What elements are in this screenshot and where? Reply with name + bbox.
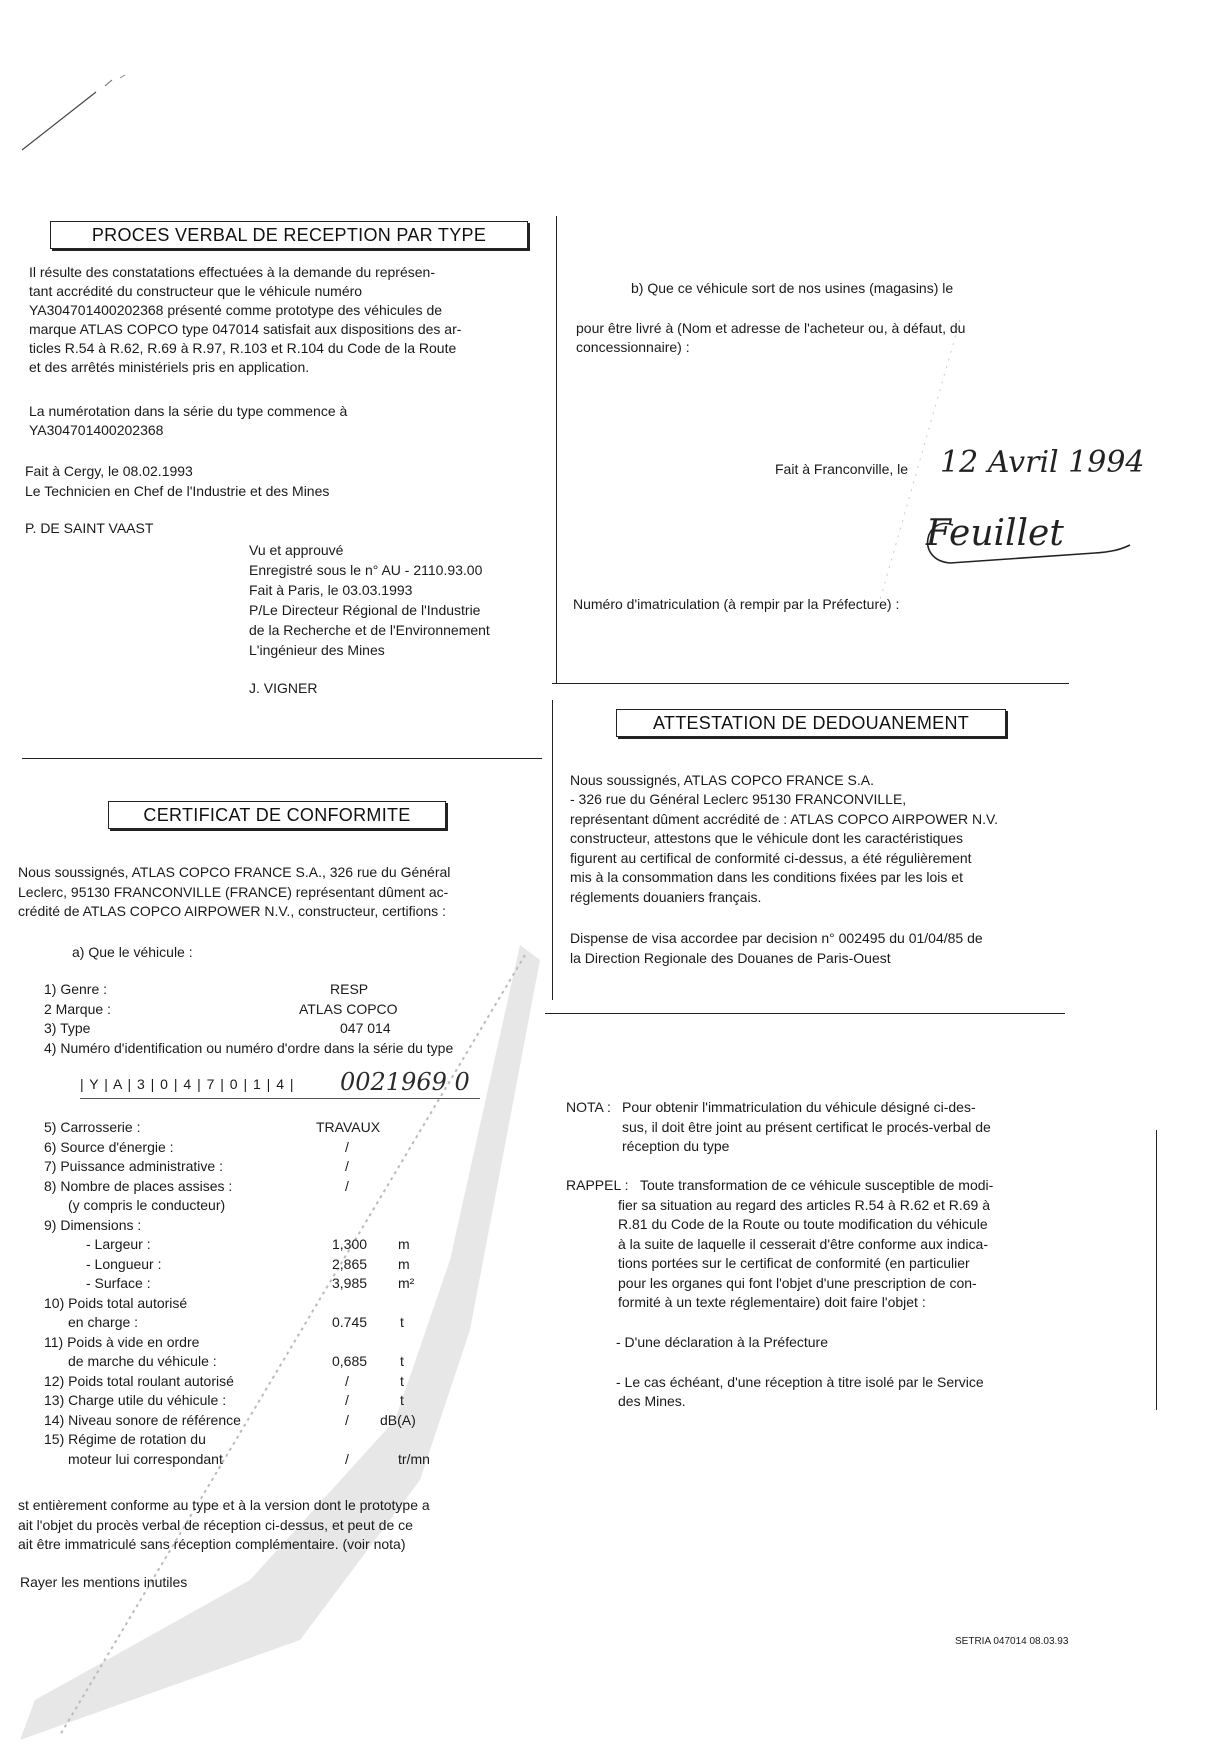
pv-line: ticles R.54 à R.62, R.69 à R.97, R.103 et R.104 du Code de la Route: [29, 340, 457, 356]
cc-row-value: 047 014: [340, 1020, 391, 1036]
att-dispense: la Direction Regionale des Douanes de Paris-Ouest: [570, 950, 891, 966]
cc-row-label: 14) Niveau sonore de référence: [44, 1411, 241, 1428]
cc-row-label: (y compris le conducteur): [68, 1197, 226, 1213]
right-section-rule-2: [545, 1013, 1065, 1014]
cc-row-label: de marche du véhicule :: [68, 1353, 217, 1369]
cc-row: [86, 1234, 546, 1254]
fait-date-handwritten: 12 Avril 1994: [940, 445, 1145, 480]
footer-reference: SETRIA 047014 08.03.93: [955, 1636, 1069, 1647]
pv-numerotation: La numérotation dans la série du type commence à: [29, 403, 348, 419]
cc-row: [68, 1195, 528, 1215]
cc-row-value: /: [345, 1177, 349, 1194]
signature-flourish: [905, 505, 1135, 575]
approuve-line: Vu et approuvé: [249, 542, 344, 558]
cc-row-label: 2 Marque :: [44, 1001, 111, 1017]
pv-title: PROCES VERBAL DE RECEPTION PAR TYPE: [50, 221, 528, 249]
cc-row-value: ATLAS COPCO: [299, 1001, 398, 1017]
cc-closing-line: ait être immatriculé sans réception complémentaire. (voir nota): [18, 1536, 406, 1552]
cc-row: [44, 979, 504, 999]
cc-row-value: 1,300: [332, 1236, 368, 1252]
approuve-line: de la Recherche et de l'Environnement: [249, 622, 490, 638]
right-edge-line: [1156, 1130, 1157, 1410]
cc-row-value: 3,985: [332, 1275, 368, 1291]
cc-row-label: 8) Nombre de places assises :: [44, 1177, 233, 1194]
cc-intro-line: Nous soussignés, ATLAS COPCO FRANCE S.A., 326 rue du Général: [18, 864, 451, 880]
cc-row-unit: m²: [398, 1275, 415, 1291]
center-divider-top: [556, 216, 557, 684]
nota-line: Pour obtenir l'immatriculation du véhicule désigné ci-des-: [622, 1099, 976, 1115]
cc-row: [44, 1371, 504, 1391]
cc-row-label: 7) Puissance administrative :: [44, 1158, 223, 1174]
approuve-line: Enregistré sous le n° AU - 2110.93.00: [249, 562, 483, 578]
rappel-line: Toute transformation de ce véhicule susceptible de modi-: [640, 1177, 994, 1193]
att-line: représentant dûment accrédité de : ATLAS COPCO AIRPOWER N.V.: [570, 811, 998, 827]
att-line: Nous soussignés, ATLAS COPCO FRANCE S.A.: [570, 772, 874, 788]
pv-line: tant accrédité du constructeur que le véhicule numéro: [29, 283, 363, 299]
cc-row-label: 10) Poids total autorisé: [44, 1294, 188, 1311]
rappel-line: formité à un texte réglementaire) doit faire l'objet :: [618, 1294, 926, 1310]
cc-row-value: 0,685: [332, 1353, 368, 1369]
att-line: figurent au certifical de conformité ci-dessus, a été régulièrement: [570, 850, 972, 866]
cc-row: [68, 1312, 528, 1332]
cc-intro-line: crédité de ATLAS COPCO AIRPOWER N.V., constructeur, certifions :: [18, 903, 446, 919]
cc-row: [86, 1254, 546, 1274]
att-line: constructeur, attestons que le véhicule dont les caractéristiques: [570, 830, 963, 846]
cc-row-label: 5) Carrosserie :: [44, 1119, 141, 1135]
cc-rayer: Rayer les mentions inutiles: [20, 1574, 188, 1590]
cc-row-unit: tr/mn: [398, 1450, 430, 1467]
cc-row-unit: t: [400, 1353, 404, 1369]
cc-intro-line: Leclerc, 95130 FRANCONVILLE (FRANCE) représentant dûment ac-: [18, 884, 449, 900]
pv-line: marque ATLAS COPCO type 047014 satisfait aux dispositions des ar-: [29, 321, 462, 337]
nota-label: NOTA :: [566, 1099, 611, 1115]
cc-row-unit: m: [398, 1236, 410, 1252]
cc-row-label: 13) Charge utile du véhicule :: [44, 1392, 227, 1408]
cc-row-label: 9) Dimensions :: [44, 1216, 142, 1233]
cc-row-label: - Surface :: [86, 1275, 151, 1291]
att-line: mis à la consommation dans les conditions fixées par les lois et: [570, 869, 963, 885]
cc-row-value: /: [345, 1158, 349, 1174]
rappel-line: tions portées sur le certificat de conformité (en particulier: [618, 1255, 970, 1271]
signature-handwritten: Feuillet: [926, 513, 1064, 554]
cc-row-label: 12) Poids total roulant autorisé: [44, 1372, 234, 1389]
att-line: - 326 rue du Général Leclerc 95130 FRANCONVILLE,: [570, 791, 907, 807]
cc-row: [44, 1429, 504, 1449]
cc-row-label: en charge :: [68, 1314, 139, 1330]
cc-row: [44, 999, 504, 1019]
cc-row-value: /: [345, 1411, 349, 1428]
cc-row-label: 11) Poids à vide en ordre: [44, 1333, 200, 1350]
cc-row-value: /: [345, 1450, 349, 1467]
cc-row: [44, 1156, 504, 1176]
approuve-line: P/Le Directeur Régional de l'Industrie: [249, 602, 481, 618]
cc-row-label: 15) Régime de rotation du: [44, 1431, 206, 1447]
cc-row-unit: m: [398, 1255, 410, 1272]
pv-technicien: Le Technicien en Chef de l'Industrie et des Mines: [25, 483, 330, 499]
rappel-line: R.81 du Code de la Route ou toute modification du véhicule: [618, 1216, 988, 1232]
cc-row: [44, 1293, 504, 1313]
cc-row: [86, 1273, 546, 1293]
immatriculation-line: Numéro d'imatriculation (à rempir par la Préfecture) :: [573, 596, 900, 612]
fait-franconville-label: Fait à Franconville, le: [775, 461, 909, 477]
rappel-label: RAPPEL :: [566, 1177, 629, 1193]
cc-row-unit: t: [400, 1372, 404, 1389]
cc-row-label: 1) Genre :: [44, 981, 108, 997]
nota-line: sus, il doit être joint au présent certificat le procés-verbal de: [622, 1119, 991, 1135]
cc-row: [68, 1351, 528, 1371]
att-title: ATTESTATION DE DEDOUANEMENT: [616, 709, 1006, 737]
cc-row-value: /: [345, 1138, 349, 1155]
bullet-reception: des Mines.: [618, 1393, 686, 1409]
cc-row: [44, 1117, 504, 1137]
bullet-reception: - Le cas échéant, d'une réception à titre isolé par le Service: [616, 1374, 984, 1390]
cc-row: [44, 1410, 504, 1430]
livre-line: pour être livré à (Nom et adresse de l'acheteur ou, à défaut, du: [576, 320, 966, 336]
cc-closing-line: st entièrement conforme au type et à la version dont le prototype a: [18, 1497, 430, 1513]
cc-ident-handwritten: 0021969 0: [340, 1068, 470, 1096]
center-divider-bottom: [552, 700, 553, 1000]
att-dispense: Dispense de visa accordee par decision n° 002495 du 01/04/85 de: [570, 930, 983, 946]
cc-title: CERTIFICAT DE CONFORMITE: [108, 801, 446, 829]
approuve-line: L'ingénieur des Mines: [249, 642, 385, 658]
cc-row-value: 0.745: [332, 1314, 368, 1330]
cc-row-label: 3) Type: [44, 1020, 91, 1036]
cc-row-label: 6) Source d'énergie :: [44, 1138, 174, 1155]
cc-row: [44, 1215, 504, 1235]
cc-closing-line: ait l'objet du procès verbal de réception ci-dessus, et peut de ce: [18, 1517, 413, 1533]
cc-row-value: /: [345, 1392, 349, 1408]
pv-fait: Fait à Cergy, le 08.02.1993: [25, 463, 193, 479]
cc-row: [44, 1137, 504, 1157]
cc-row-value: RESP: [330, 981, 369, 997]
right-section-rule-1: [552, 683, 1069, 684]
cc-row: [44, 1390, 504, 1410]
cc-ident-printed: | Y | A | 3 | 0 | 4 | 7 | 0 | 1 | 4 |: [80, 1076, 295, 1092]
cc-que-vehicule: a) Que le véhicule :: [72, 944, 193, 960]
cc-row: [44, 1018, 504, 1038]
cc-row-label: moteur lui correspondant: [68, 1450, 223, 1467]
cc-row-unit: t: [400, 1314, 404, 1330]
bullet-prefecture: - D'une déclaration à la Préfecture: [616, 1334, 829, 1350]
pv-numerotation-vin: YA304701400202368: [29, 422, 164, 438]
cc-row: [44, 1332, 504, 1352]
cc-row: [68, 1449, 528, 1469]
livre-line: concessionnaire) :: [576, 339, 690, 355]
cc-ident-label: 4) Numéro d'identification ou numéro d'ordre dans la série du type: [44, 1040, 454, 1056]
cc-row-unit: dB(A): [380, 1411, 416, 1428]
cc-row: [44, 1176, 504, 1196]
cc-ident-underline: [80, 1098, 480, 1099]
pv-line: YA304701400202368 présenté comme prototype des véhicules de: [29, 302, 443, 318]
cc-row-unit: t: [400, 1392, 404, 1408]
cc-row-value: TRAVAUX: [316, 1119, 381, 1135]
cc-row-value: 2,865: [332, 1255, 368, 1272]
rappel-line: à la suite de laquelle il cesserait d'être conforme aux indica-: [618, 1236, 988, 1252]
b-line: b) Que ce véhicule sort de nos usines (magasins) le: [631, 280, 954, 296]
att-line: réglements douaniers français.: [570, 889, 762, 905]
rappel-line: pour les organes qui font l'objet d'une prescription de con-: [618, 1275, 977, 1291]
cc-row-label: - Largeur :: [86, 1236, 151, 1252]
left-section-rule: [22, 758, 542, 759]
pv-signataire: P. DE SAINT VAAST: [25, 520, 154, 536]
pv-line: Il résulte des constatations effectuées à la demande du représen-: [29, 264, 435, 280]
rappel-line: fier sa situation au regard des articles R.54 à R.62 et R.69 à: [618, 1197, 990, 1213]
approuve-line: Fait à Paris, le 03.03.1993: [249, 582, 413, 598]
cc-row-value: /: [345, 1372, 349, 1389]
pv-line: et des arrêtés ministériels pris en application.: [29, 359, 310, 375]
cc-row-label: - Longueur :: [86, 1255, 162, 1272]
approuve-signataire: J. VIGNER: [249, 680, 318, 696]
nota-line: réception du type: [622, 1138, 730, 1154]
